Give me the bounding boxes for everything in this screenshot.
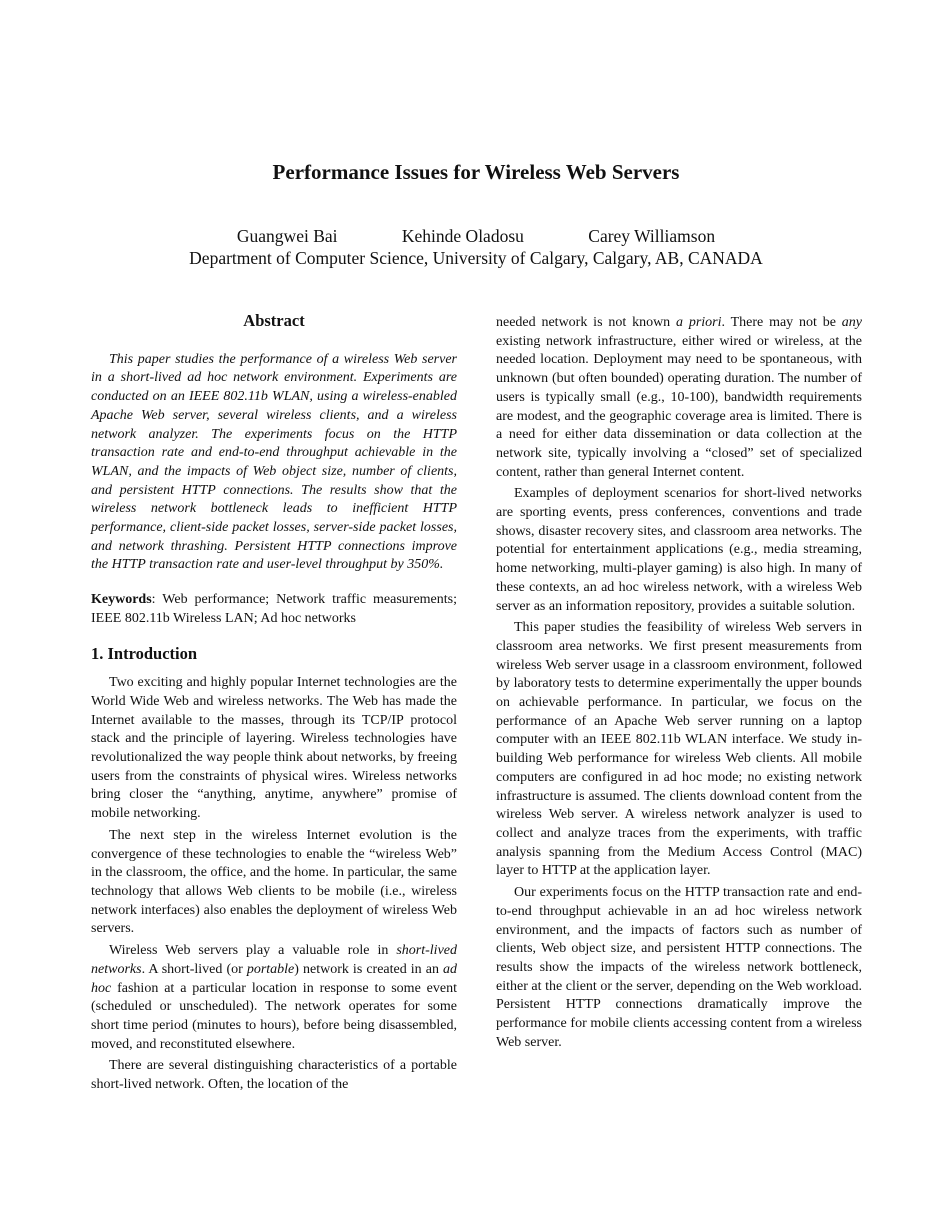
- paragraph: Our experiments focus on the HTTP transaction rate and end-to-end throughput achievable in an ad hoc wireless network environment, and the impacts of factors such as number of clients, Web object size, and persistent HTTP connections. The results show the impacts of the wireless network bottleneck, either at the client or the server, depending on the Web workload. Persistent HTTP connections dramatically improve the performance for mobile clients accessing content from a wireless Web server.: [496, 885, 862, 1050]
- author-name: Carey Williamson: [588, 226, 716, 246]
- paragraph: needed network is not known a priori. There may not be any existing network infrastructure, either wired or wireless, at the needed location. Deployment may need to be spontaneous, with unknown (but often bounded) operating duration. The number of users is typically small (e.g., 10-100), bandwidth requirements are modest, and the geographic coverage area is limited. There is a need for either data dissemination or data collection at the network site, typically involving a “closed” set of specialized content, rather than general Internet content.: [496, 315, 862, 480]
- paragraph: The next step in the wireless Internet evolution is the convergence of these technologies to enable the “wireless Web” in the classroom, the office, and the home. In particular, the same technology that allows Web clients to be mobile (i.e., wireless network interfaces) also enables the deployment of wireless Web servers.: [91, 827, 457, 937]
- keywords: [91, 591, 457, 628]
- author-block: [0, 225, 952, 269]
- author-name: Guangwei Bai: [236, 226, 338, 246]
- paragraph: Two exciting and highly popular Internet technologies are the World Wide Web and wireless networks. The Web has made the Internet available to the masses, through its TCP/IP protocol stack and the principle of layering. Wireless technologies have revolutionalized the way people think about networks, by freeing users from the constraints of physical wires. Wireless networks bring closer the “anything, anytime, anywhere” promise of mobile networking.: [91, 675, 457, 822]
- right-column: [496, 314, 862, 1052]
- abstract-text: This paper studies the performance of a wireless Web server in a short-lived ad hoc network environment. Experiments are conducted on an IEEE 802.11b WLAN, using a wireless-enabled Apache Web server, several wireless clients, and a wireless network analyzer. The experiments focus on the HTTP transaction rate and end-to-end throughput achievable in the WLAN, and the impacts of Web object size, number of clients, and persistent HTTP connections. The results show that the wireless network bottleneck leads to inefficient HTTP performance, client-side packet losses, server-side packet losses, and network thrashing. Persistent HTTP connections improve the HTTP transaction rate and user-level throughput by 350%.: [91, 351, 457, 573]
- author-names: [0, 225, 952, 247]
- section-heading: 1. Introduction: [91, 643, 198, 663]
- paragraph: Examples of deployment scenarios for short-lived networks are sporting events, press conferences, conventions and trade shows, disaster recovery sites, and classroom area networks. The potential for entertainment applications (e.g., media streaming, home networking, multi-player gaming) is also high. In many of these contexts, an ad hoc wireless network, with a wireless Web server as an information repository, provides a suitable solution.: [496, 486, 862, 614]
- keywords-label: Keywords: [91, 592, 152, 608]
- paper-title: Performance Issues for Wireless Web Servers: [272, 160, 680, 184]
- paragraph: There are several distinguishing characteristics of a portable short-lived network. Often, the location of the: [91, 1058, 457, 1093]
- left-column: [91, 312, 457, 1095]
- paragraph: Wireless Web servers play a valuable role in short-lived networks. A short-lived (or portable) network is created in an ad hoc fashion at a particular location in response to some event (scheduled or unscheduled). The network operates for some short time period (minutes to hours), before being disassembled, moved, and reconstituted elsewhere.: [91, 943, 457, 1052]
- paragraph: This paper studies the feasibility of wireless Web servers in classroom area networks. We first present measurements from wireless Web server usage in a classroom environment, followed by laboratory tests to determine experimentally the upper bounds on achievable performance. In particular, we focus on the performance of an Apache Web server running on a laptop computer with an IEEE 802.11b WLAN interface. We study in-building Web performance for wireless Web clients. All mobile computers are configured in ad hoc mode; no existing network infrastructure is assumed. The clients download content from the wireless Web server. A wireless network analyzer is used to collect and analyze traces from the experiments, with traffic analysis spanning from the Medium Access Control (MAC) layer to HTTP at the application layer.: [496, 620, 862, 879]
- abstract-heading: Abstract: [243, 311, 305, 330]
- keywords-text: : Web performance; Network traffic measurements; IEEE 802.11b Wireless LAN; Ad hoc networks: [91, 592, 457, 626]
- author-name: Kehinde Oladosu: [401, 226, 524, 246]
- affiliation: Department of Computer Science, University of Calgary, Calgary, AB, CANADA: [189, 248, 763, 268]
